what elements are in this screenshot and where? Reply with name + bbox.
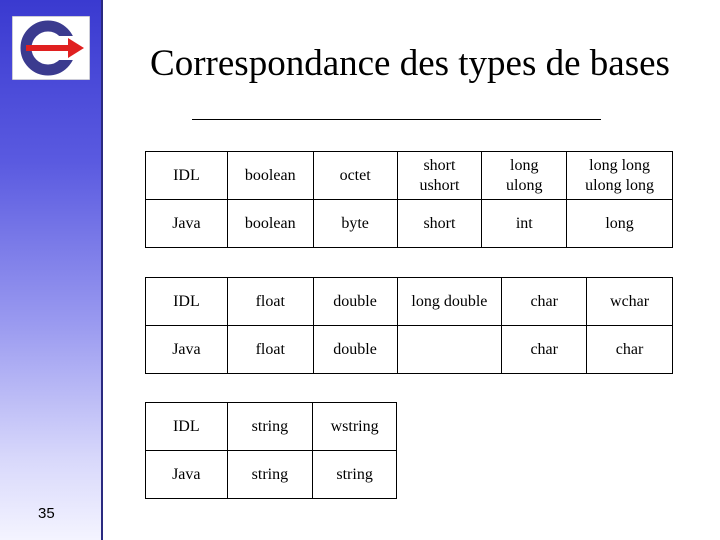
table-cell: IDL [146, 152, 228, 200]
table-cell: boolean [227, 152, 313, 200]
table-cell: char [502, 326, 587, 374]
table-cell: byte [313, 200, 397, 248]
table-row [146, 200, 673, 248]
table-cell: Java [146, 326, 228, 374]
table-cell: IDL [146, 278, 228, 326]
table-cell: wchar [587, 278, 673, 326]
table-cell: float [227, 278, 313, 326]
type-table-integers [145, 151, 673, 248]
table-cell: long double [397, 278, 502, 326]
table-cell: char [502, 278, 587, 326]
slide-title: Correspondance des types de bases [150, 43, 670, 84]
table-cell: short ushort [397, 152, 482, 200]
type-table-floats-chars [145, 277, 673, 374]
sidebar-edge [101, 0, 103, 540]
table-cell: string [227, 403, 313, 451]
table-cell [397, 326, 502, 374]
table-cell: double [313, 278, 397, 326]
table-cell: char [587, 326, 673, 374]
table-cell: long [567, 200, 673, 248]
table-cell: float [227, 326, 313, 374]
page-number: 35 [38, 505, 55, 522]
table-cell: int [482, 200, 567, 248]
type-table-strings [145, 402, 397, 499]
table-cell: IDL [146, 403, 228, 451]
c-arrow-logo-icon [12, 16, 90, 80]
table-cell: wstring [313, 403, 397, 451]
table-cell: string [313, 451, 397, 499]
table-cell: boolean [227, 200, 313, 248]
table-cell: Java [146, 200, 228, 248]
table-cell: long long ulong long [567, 152, 673, 200]
table-cell: short [397, 200, 482, 248]
table-cell: double [313, 326, 397, 374]
table-row [146, 403, 397, 451]
table-row [146, 326, 673, 374]
sidebar-gradient [0, 0, 103, 540]
table-cell: Java [146, 451, 228, 499]
title-underline [192, 119, 601, 120]
table-row [146, 451, 397, 499]
table-row [146, 278, 673, 326]
table-cell: octet [313, 152, 397, 200]
table-cell: string [227, 451, 313, 499]
table-cell: long ulong [482, 152, 567, 200]
table-row [146, 152, 673, 200]
